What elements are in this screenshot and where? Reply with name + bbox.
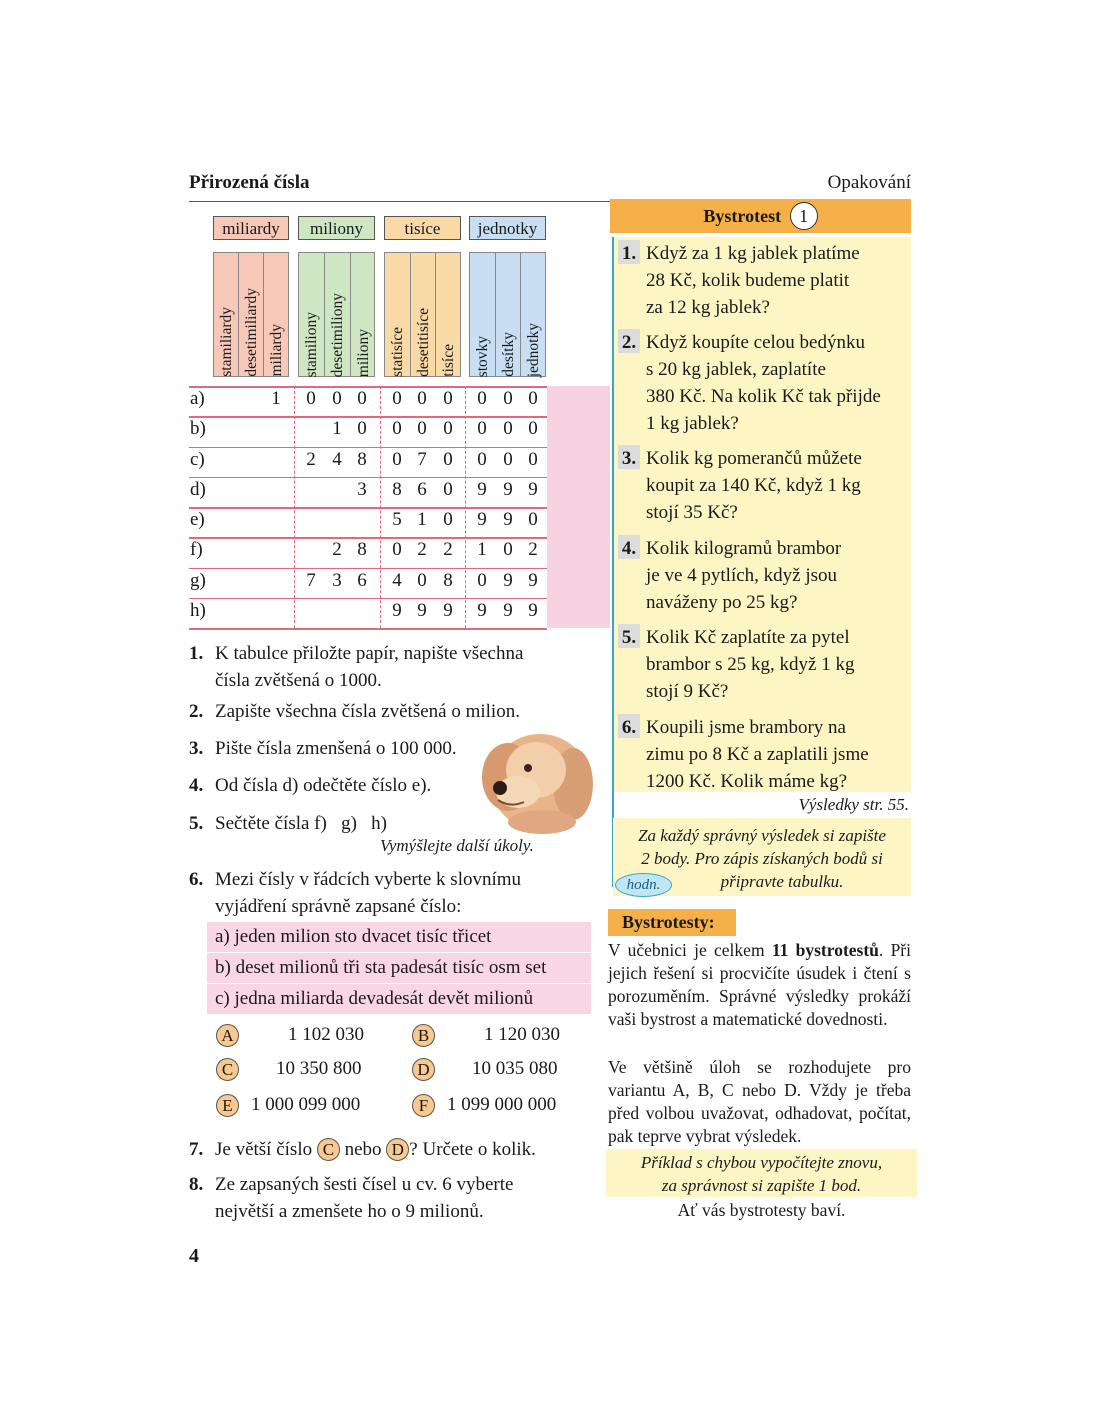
task-8: 8. Ze zapsaných šesti čísel u cv. 6 vyberte největší a zmenšete ho o 9 milionů. <box>189 1174 514 1222</box>
column-label: statisíce <box>388 327 406 377</box>
column-label: desítky <box>499 332 517 377</box>
table-digit: 7 <box>306 569 316 591</box>
choice-B-value: 1 120 030 <box>484 1024 560 1045</box>
table-digit: 9 <box>528 569 538 591</box>
task-6: 6. Mezi čísly v řádcích vyberte k slovnímu vyjádření správně zapsané číslo: <box>189 869 522 917</box>
column-label: jednotky <box>524 322 542 377</box>
table-digit: 5 <box>392 509 402 530</box>
table-digit: 4 <box>332 448 342 470</box>
table-digit: 6 <box>417 478 427 500</box>
table-digit: 8 <box>392 478 402 500</box>
table-digit: 0 <box>503 539 513 561</box>
table-digit: 2 <box>306 448 316 470</box>
table-digit: 0 <box>477 448 487 470</box>
table-digit: 9 <box>528 599 538 621</box>
column-label: stovky <box>473 335 491 377</box>
question-2: 2. Když koupíte celou bedýnku s 20 kg jablek, zaplatíte 380 Kč. Na kolik Kč tak přijde 1 kg jablek? <box>618 329 881 437</box>
table-digit: 0 <box>528 388 538 409</box>
choice-A-value: 1 102 030 <box>288 1024 364 1045</box>
column-label: miliardy <box>267 324 285 377</box>
table-digit: 0 <box>417 388 427 409</box>
table-digit: 1 <box>271 388 281 409</box>
table-digit: 0 <box>357 418 367 440</box>
column-label: stamiliony <box>302 311 320 377</box>
choice-C[interactable]: C <box>216 1058 239 1081</box>
table-digit: 0 <box>417 569 427 591</box>
task-2: 2. Zapište všechna čísla zvětšená o milion. <box>189 701 520 722</box>
header-rule <box>189 201 610 202</box>
table-digit: 0 <box>443 448 453 470</box>
results-reference: Výsledky str. 55. <box>798 795 909 814</box>
table-digit: 0 <box>332 388 342 409</box>
task-5: 5. Sečtěte čísla f) g) h) <box>189 813 387 834</box>
chapter-title: Opakování <box>827 172 911 193</box>
table-digit: 0 <box>357 388 367 409</box>
task-3: 3. Pište čísla zmenšená o 100 000. <box>189 738 457 759</box>
choice-F[interactable]: F <box>412 1094 435 1117</box>
choice-E[interactable]: E <box>216 1094 239 1117</box>
task-7: 7. Je větší číslo C nebo D ? Určete o kolik. <box>189 1139 536 1160</box>
table-digit: 4 <box>392 569 402 591</box>
row-label: h) <box>190 599 206 621</box>
table-digit: 2 <box>417 539 427 561</box>
section-title: Přirozená čísla <box>189 172 310 193</box>
closing-line: Ať vás bystrotesty baví. <box>677 1200 846 1220</box>
table-digit: 8 <box>357 539 367 561</box>
pink-panel <box>547 386 610 628</box>
page-number: 4 <box>189 1245 199 1267</box>
table-digit: 0 <box>503 388 513 409</box>
bystrotest-side-rule <box>612 237 614 887</box>
table-digit: 0 <box>443 478 453 500</box>
table-digit: 9 <box>503 569 513 591</box>
table-digit: 0 <box>528 509 538 530</box>
table-digit: 9 <box>477 599 487 621</box>
table-digit: 1 <box>332 418 342 440</box>
row-line <box>189 598 547 600</box>
table-digit: 0 <box>477 569 487 591</box>
table-digit: 1 <box>477 539 487 561</box>
choice-C-value: 10 350 800 <box>276 1058 362 1079</box>
column-label: stamiliardy <box>217 307 235 377</box>
column-label: desetitisíce <box>414 308 432 377</box>
table-digit: 9 <box>417 599 427 621</box>
row-label: f) <box>190 539 203 561</box>
table-digit: 0 <box>443 509 453 530</box>
choice-F-value: 1 099 000 000 <box>447 1094 557 1115</box>
table-digit: 9 <box>528 478 538 500</box>
table-digit: 0 <box>443 418 453 440</box>
bystrotest-title: Bystrotest 1 <box>610 199 911 233</box>
table-digit: 0 <box>503 418 513 440</box>
table-digit: 3 <box>332 569 342 591</box>
row-label: d) <box>190 478 206 500</box>
table-digit: 3 <box>357 478 367 500</box>
row-line <box>189 628 547 630</box>
table-digit: 9 <box>477 478 487 500</box>
choice-E-value: 1 000 099 000 <box>251 1094 361 1115</box>
table-digit: 2 <box>443 539 453 561</box>
bystrotesty-paragraph-1: V učebnici je celkem 11 bystrotestů. Při jejich řešení si procvičíte úsudek i čtení s porozuměním. Správné výsledky prokáží vaši bystrost a matematické dovednosti. <box>608 940 911 1029</box>
table-digit: 0 <box>443 388 453 409</box>
table-digit: 9 <box>503 599 513 621</box>
row-label: b) <box>190 418 206 440</box>
column-label: tisíce <box>439 344 457 377</box>
bystrotesty-paragraph-2: Ve většině úloh se rozhodujete pro variantu A, B, C nebo D. Vždy je třeba před volbou uvažovat, odhadovat, počítat, pak teprve vybrat výsledek. <box>608 1057 911 1146</box>
column-label: miliony <box>354 328 372 377</box>
table-digit: 1 <box>417 509 427 530</box>
retry-text: Příklad s chybou vypočítejte znovu, za správnost si zapište 1 bod. <box>640 1153 883 1195</box>
table-digit: 2 <box>528 539 538 561</box>
table-digit: 0 <box>417 418 427 440</box>
bystrotesty-heading: Bystrotesty: <box>608 909 736 936</box>
hodn-badge: hodn. <box>615 873 672 897</box>
choice-A[interactable]: A <box>216 1024 239 1047</box>
table-digit: 9 <box>392 599 402 621</box>
scoring-text: Za každý správný výsledek si zapište 2 body. Pro zápis získaných bodů si připravte tabulku. <box>638 826 886 891</box>
group-miliardy: miliardy <box>213 216 289 240</box>
table-digit: 0 <box>392 388 402 409</box>
table-digit: 0 <box>528 418 538 440</box>
table-digit: 9 <box>443 599 453 621</box>
task-4: 4. Od čísla d) odečtěte číslo e). <box>189 775 432 796</box>
table-digit: 2 <box>332 539 342 561</box>
group-tisice: tisíce <box>384 216 461 240</box>
row-line <box>189 507 547 509</box>
table-digit: 7 <box>417 448 427 470</box>
table-digit: 0 <box>528 448 538 470</box>
table-digit: 9 <box>477 509 487 530</box>
question-4: 4. Kolik kilogramů brambor je ve 4 pytlích, když jsou naváženy po 25 kg? <box>618 535 841 616</box>
row-label: c) <box>190 448 205 470</box>
table-digit: 0 <box>392 448 402 470</box>
option-a: a) jeden milion sto dvacet tisíc třicet <box>207 922 591 952</box>
row-label: a) <box>190 388 205 409</box>
column-label: desetimiliardy <box>242 288 260 377</box>
option-c: c) jedna miliarda devadesát devět milionů <box>207 984 591 1014</box>
table-digit: 0 <box>477 418 487 440</box>
table-digit: 6 <box>357 569 367 591</box>
table-digit: 8 <box>443 569 453 591</box>
choice-B[interactable]: B <box>412 1024 435 1047</box>
table-digit: 0 <box>392 539 402 561</box>
more-tasks-note: Vymýšlejte další úkoly. <box>380 836 534 855</box>
column-label: desetimiliony <box>328 292 346 377</box>
group-jednotky: jednotky <box>469 216 546 240</box>
choice-D-value: 10 035 080 <box>472 1058 558 1079</box>
question-5: 5. Kolik Kč zaplatíte za pytel brambor s 25 kg, když 1 kg stojí 9 Kč? <box>618 624 854 705</box>
table-digit: 0 <box>392 418 402 440</box>
option-b: b) deset milionů tři sta padesát tisíc osm set <box>207 953 591 983</box>
question-6: 6. Koupili jsme brambory na zimu po 8 Kč a zaplatili jsme 1200 Kč. Kolik máme kg? <box>618 714 869 795</box>
table-digit: 9 <box>503 509 513 530</box>
table-digit: 8 <box>357 448 367 470</box>
table-digit: 0 <box>477 388 487 409</box>
choice-D[interactable]: D <box>412 1058 435 1081</box>
question-3: 3. Kolik kg pomerančů můžete koupit za 140 Kč, když 1 kg stojí 35 Kč? <box>618 445 862 526</box>
dog-illustration <box>478 722 594 836</box>
row-label: e) <box>190 509 205 530</box>
table-digit: 0 <box>503 448 513 470</box>
group-miliony: miliony <box>298 216 375 240</box>
table-digit: 9 <box>503 478 513 500</box>
question-1: 1. Když za 1 kg jablek platíme 28 Kč, kolik budeme platit za 12 kg jablek? <box>618 240 860 321</box>
task-1: 1. K tabulce přiložte papír, napište všechna čísla zvětšená o 1000. <box>189 643 524 691</box>
row-label: g) <box>190 569 206 591</box>
table-digit: 0 <box>306 388 316 409</box>
